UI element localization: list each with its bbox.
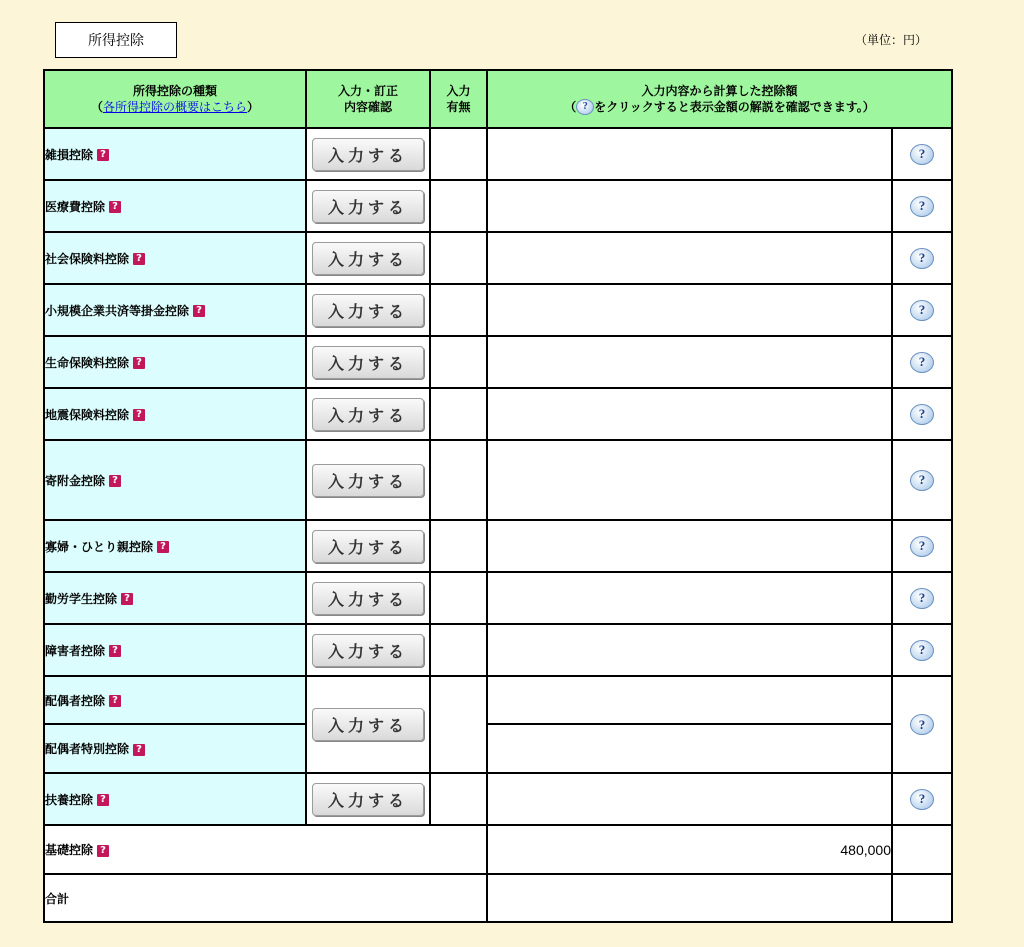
help-bubble-icon[interactable]: ? <box>910 300 934 321</box>
question-badge-icon[interactable]: ? <box>193 305 205 317</box>
deduction-name-cell <box>44 520 306 572</box>
deduction-value <box>487 284 892 336</box>
table-row <box>44 128 952 180</box>
question-badge-icon[interactable]: ? <box>97 149 109 161</box>
input-button[interactable]: 入力する <box>312 464 424 497</box>
deduction-label: 扶養控除 <box>45 792 94 807</box>
basic-deduction-label: 基礎控除 <box>45 843 94 857</box>
deduction-value <box>487 128 892 180</box>
help-bubble-icon[interactable]: ? <box>910 144 934 165</box>
empty-help-cell <box>892 825 952 874</box>
input-presence-cell <box>430 232 487 284</box>
question-badge-icon[interactable]: ? <box>133 744 145 756</box>
input-button-cell <box>306 572 430 624</box>
basic-deduction-value: 480,000 <box>487 825 892 874</box>
help-bubble-icon[interactable]: ? <box>910 470 934 491</box>
paren-open: （ <box>90 100 103 114</box>
paren-close: ） <box>247 100 260 114</box>
deduction-name-cell <box>44 232 306 284</box>
deduction-label: 雑損控除 <box>45 147 94 162</box>
unit-label: （単位：円） <box>855 33 928 47</box>
question-badge-icon[interactable]: ? <box>133 253 145 265</box>
deduction-value <box>487 724 892 773</box>
question-badge-icon[interactable]: ? <box>109 475 121 487</box>
table-row <box>44 773 952 825</box>
input-button[interactable]: 入力する <box>312 530 424 563</box>
deduction-overview-link[interactable]: 各所得控除の概要はこちら <box>102 100 247 114</box>
paren-open-2: （ <box>564 99 577 114</box>
help-cell <box>892 336 952 388</box>
input-button-cell <box>306 676 430 773</box>
help-bubble-icon: ? <box>576 99 594 115</box>
input-presence-cell <box>430 128 487 180</box>
table-row <box>44 572 952 624</box>
input-button[interactable]: 入力する <box>312 190 424 223</box>
question-badge-icon[interactable]: ? <box>109 645 121 657</box>
input-button[interactable]: 入力する <box>312 634 424 667</box>
deduction-name-cell <box>44 284 306 336</box>
question-badge-icon[interactable]: ? <box>97 794 109 806</box>
deduction-name-cell <box>44 676 306 724</box>
section-title: 所得控除 <box>55 22 177 58</box>
input-presence-cell <box>430 284 487 336</box>
deduction-name-cell <box>44 572 306 624</box>
input-button[interactable]: 入力する <box>312 708 424 741</box>
help-cell <box>892 440 952 520</box>
deduction-name-cell <box>44 440 306 520</box>
input-button[interactable]: 入力する <box>312 138 424 171</box>
deduction-value <box>487 520 892 572</box>
header-input-presence-line2: 有無 <box>446 100 471 114</box>
help-cell <box>892 572 952 624</box>
deduction-label: 障害者控除 <box>45 643 106 658</box>
input-presence-cell <box>430 676 487 773</box>
header-input-correct-line1: 入力・訂正 <box>337 84 398 98</box>
deduction-label: 医療費控除 <box>45 199 106 214</box>
input-button-cell <box>306 284 430 336</box>
help-cell <box>892 232 952 284</box>
empty-help-cell <box>892 874 952 922</box>
deduction-value <box>487 773 892 825</box>
total-value <box>487 874 892 922</box>
question-badge-icon[interactable]: ? <box>109 201 121 213</box>
table-row <box>44 440 952 520</box>
input-button-cell <box>306 440 430 520</box>
input-button[interactable]: 入力する <box>312 783 424 816</box>
deduction-label: 配偶者特別控除 <box>45 742 130 756</box>
table-row <box>44 232 952 284</box>
help-cell <box>892 284 952 336</box>
help-cell <box>892 773 952 825</box>
deduction-name-cell <box>44 128 306 180</box>
input-presence-cell <box>430 520 487 572</box>
input-button[interactable]: 入力する <box>312 294 424 327</box>
deduction-value <box>487 440 892 520</box>
deduction-name-cell <box>44 180 306 232</box>
deduction-value <box>487 336 892 388</box>
deduction-value <box>487 572 892 624</box>
input-button[interactable]: 入力する <box>312 242 424 275</box>
question-badge-icon[interactable]: ? <box>133 409 145 421</box>
help-cell <box>892 128 952 180</box>
help-cell <box>892 180 952 232</box>
header-input-presence <box>430 70 487 128</box>
deduction-label: 生命保険料控除 <box>45 355 130 370</box>
deduction-name-cell <box>44 624 306 676</box>
table-row <box>44 388 952 440</box>
basic-deduction-name-cell <box>44 825 487 874</box>
input-presence-cell <box>430 336 487 388</box>
deduction-value <box>487 180 892 232</box>
deduction-label: 寡婦・ひとり親控除 <box>45 539 154 554</box>
help-bubble-icon[interactable]: ? <box>910 196 934 217</box>
input-button[interactable]: 入力する <box>312 582 424 615</box>
question-badge-icon[interactable]: ? <box>97 845 109 857</box>
deduction-label: 寄附金控除 <box>45 473 106 488</box>
header-input-correct-line2: 内容確認 <box>343 100 392 114</box>
input-presence-cell <box>430 440 487 520</box>
table-header-row <box>44 70 952 128</box>
table-row <box>44 180 952 232</box>
header-deduction-type-label: 所得控除の種類 <box>132 84 217 98</box>
help-bubble-icon[interactable]: ? <box>910 248 934 269</box>
question-badge-icon[interactable]: ? <box>121 593 133 605</box>
help-bubble-icon[interactable]: ? <box>910 536 934 557</box>
deduction-label: 小規模企業共済等掛金控除 <box>45 303 190 318</box>
help-bubble-icon[interactable]: ? <box>910 640 934 661</box>
question-badge-icon[interactable]: ? <box>157 541 169 553</box>
input-button-cell <box>306 232 430 284</box>
header-calculated-amount-note: をクリックすると表示金額の解説を確認できます。） <box>594 99 875 114</box>
deduction-label: 勤労学生控除 <box>45 591 118 606</box>
help-cell <box>892 388 952 440</box>
basic-deduction-row <box>44 825 952 874</box>
header-calculated-amount-line1: 入力内容から計算した控除額 <box>641 83 798 98</box>
input-button-cell <box>306 624 430 676</box>
help-cell <box>892 520 952 572</box>
input-presence-cell <box>430 572 487 624</box>
deduction-value <box>487 388 892 440</box>
header-calculated-amount <box>487 70 952 128</box>
total-label: 合計 <box>45 891 70 906</box>
deduction-name-cell <box>44 336 306 388</box>
table-row <box>44 676 952 724</box>
help-bubble-icon[interactable]: ? <box>910 404 934 425</box>
deduction-name-cell <box>44 724 306 773</box>
help-bubble-icon[interactable]: ? <box>910 714 934 735</box>
deduction-label: 地震保険料控除 <box>45 407 130 422</box>
input-presence-cell <box>430 773 487 825</box>
help-bubble-icon[interactable]: ? <box>910 789 934 810</box>
input-button-cell <box>306 520 430 572</box>
input-presence-cell <box>430 180 487 232</box>
deduction-name-cell <box>44 773 306 825</box>
deduction-label: 社会保険料控除 <box>45 251 130 266</box>
input-button-cell <box>306 773 430 825</box>
help-bubble-icon[interactable]: ? <box>910 352 934 373</box>
deduction-name-cell <box>44 388 306 440</box>
table-row <box>44 724 952 773</box>
input-button-cell <box>306 180 430 232</box>
table-row <box>44 624 952 676</box>
input-presence-cell <box>430 624 487 676</box>
help-bubble-icon[interactable]: ? <box>910 588 934 609</box>
deduction-value <box>487 676 892 724</box>
total-row <box>44 874 952 922</box>
question-badge-icon[interactable]: ? <box>133 357 145 369</box>
table-row <box>44 520 952 572</box>
deduction-value <box>487 232 892 284</box>
header-deduction-type <box>44 70 306 128</box>
help-cell <box>892 624 952 676</box>
input-button[interactable]: 入力する <box>312 346 424 379</box>
deduction-label: 配偶者控除 <box>45 693 106 708</box>
input-button-cell <box>306 388 430 440</box>
total-name-cell <box>44 874 487 922</box>
input-presence-cell <box>430 388 487 440</box>
table-row <box>44 336 952 388</box>
table-row <box>44 284 952 336</box>
deduction-table <box>43 69 953 923</box>
header-input-correct <box>306 70 430 128</box>
help-cell <box>892 676 952 773</box>
deduction-value <box>487 624 892 676</box>
input-button-cell <box>306 128 430 180</box>
header-input-presence-line1: 入力 <box>446 84 471 98</box>
input-button-cell <box>306 336 430 388</box>
input-button[interactable]: 入力する <box>312 398 424 431</box>
question-badge-icon[interactable]: ? <box>109 695 121 707</box>
